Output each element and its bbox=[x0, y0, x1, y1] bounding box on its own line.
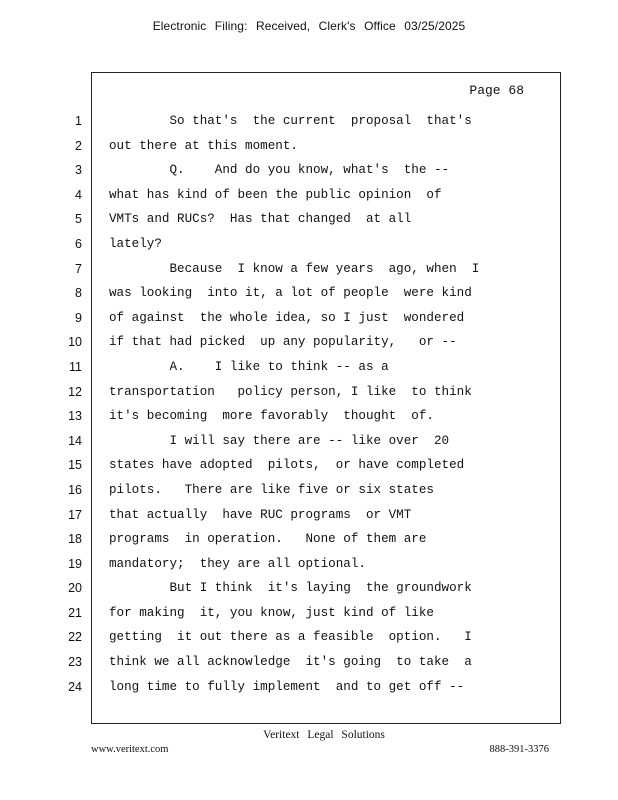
line-number: 24 bbox=[68, 679, 82, 694]
transcript-line: out there at this moment. bbox=[109, 138, 298, 153]
transcript-line: mandatory; they are all optional. bbox=[109, 556, 366, 571]
line-number: 3 bbox=[75, 163, 82, 178]
transcript-line: So that's the current proposal that's bbox=[109, 114, 472, 128]
line-number: 7 bbox=[75, 261, 82, 276]
line-number: 10 bbox=[68, 335, 82, 350]
line-number: 5 bbox=[75, 212, 82, 227]
line-number: 6 bbox=[75, 236, 82, 251]
transcript-line: what has kind of been the public opinion of bbox=[109, 187, 442, 202]
transcript-line: that actually have RUC programs or VMT bbox=[109, 507, 412, 522]
transcript-line: lately? bbox=[109, 236, 162, 251]
line-number: 20 bbox=[68, 581, 82, 596]
transcript-line: think we all acknowledge it's going to take a bbox=[109, 655, 472, 670]
line-number-column bbox=[56, 112, 82, 702]
transcript-line: it's becoming more favorably thought of. bbox=[109, 409, 434, 424]
transcript-line: transportation policy person, I like to think bbox=[109, 384, 472, 399]
transcript-line: programs in operation. None of them are bbox=[109, 532, 427, 547]
margin-rule bbox=[91, 110, 92, 700]
line-number: 2 bbox=[75, 138, 82, 153]
transcript-line: pilots. There are like five or six states bbox=[109, 482, 434, 497]
line-number: 16 bbox=[68, 482, 82, 497]
line-number: 23 bbox=[68, 655, 82, 670]
footer-company: Veritext Legal Solutions bbox=[263, 729, 385, 741]
line-number: 9 bbox=[75, 310, 82, 325]
line-number: 11 bbox=[69, 359, 82, 374]
transcript-line: was looking into it, a lot of people were kind bbox=[109, 286, 472, 301]
line-number: 19 bbox=[68, 556, 82, 571]
line-number: 17 bbox=[68, 507, 82, 522]
transcript-line: Q. And do you know, what's the -- bbox=[109, 163, 450, 178]
transcript-line: VMTs and RUCs? Has that changed at all bbox=[109, 212, 412, 227]
page-number: Page 68 bbox=[469, 83, 524, 98]
line-number: 18 bbox=[68, 532, 82, 547]
line-number: 4 bbox=[75, 187, 82, 202]
footer-website: www.veritext.com bbox=[91, 744, 169, 755]
transcript-line: A. I like to think -- as a bbox=[109, 359, 389, 374]
transcript-line: states have adopted pilots, or have completed bbox=[109, 458, 465, 473]
line-number: 1 bbox=[75, 114, 82, 128]
transcript-line: for making it, you know, just kind of like bbox=[109, 605, 434, 620]
transcript-line: Because I know a few years ago, when I bbox=[109, 261, 480, 276]
transcript-line: I will say there are -- like over 20 bbox=[109, 433, 450, 448]
line-number: 13 bbox=[68, 409, 82, 424]
line-number: 14 bbox=[68, 433, 82, 448]
transcript-line: of against the whole idea, so I just wondered bbox=[109, 310, 465, 325]
line-number: 15 bbox=[68, 458, 82, 473]
line-number: 22 bbox=[68, 630, 82, 645]
line-number: 12 bbox=[68, 384, 82, 399]
transcript-line: But I think it's laying the groundwork bbox=[109, 581, 472, 596]
line-number: 21 bbox=[68, 605, 82, 620]
filing-stamp: Electronic Filing: Received, Clerk's Office 03/25/2025 bbox=[152, 19, 466, 33]
transcript-line: getting it out there as a feasible option. I bbox=[109, 630, 472, 645]
transcript-line: if that had picked up any popularity, or -- bbox=[109, 335, 457, 350]
footer-phone: 888-391-3376 bbox=[489, 744, 549, 755]
transcript-text bbox=[109, 112, 549, 702]
transcript-line: long time to fully implement and to get off -- bbox=[109, 679, 465, 694]
line-number: 8 bbox=[75, 286, 82, 301]
